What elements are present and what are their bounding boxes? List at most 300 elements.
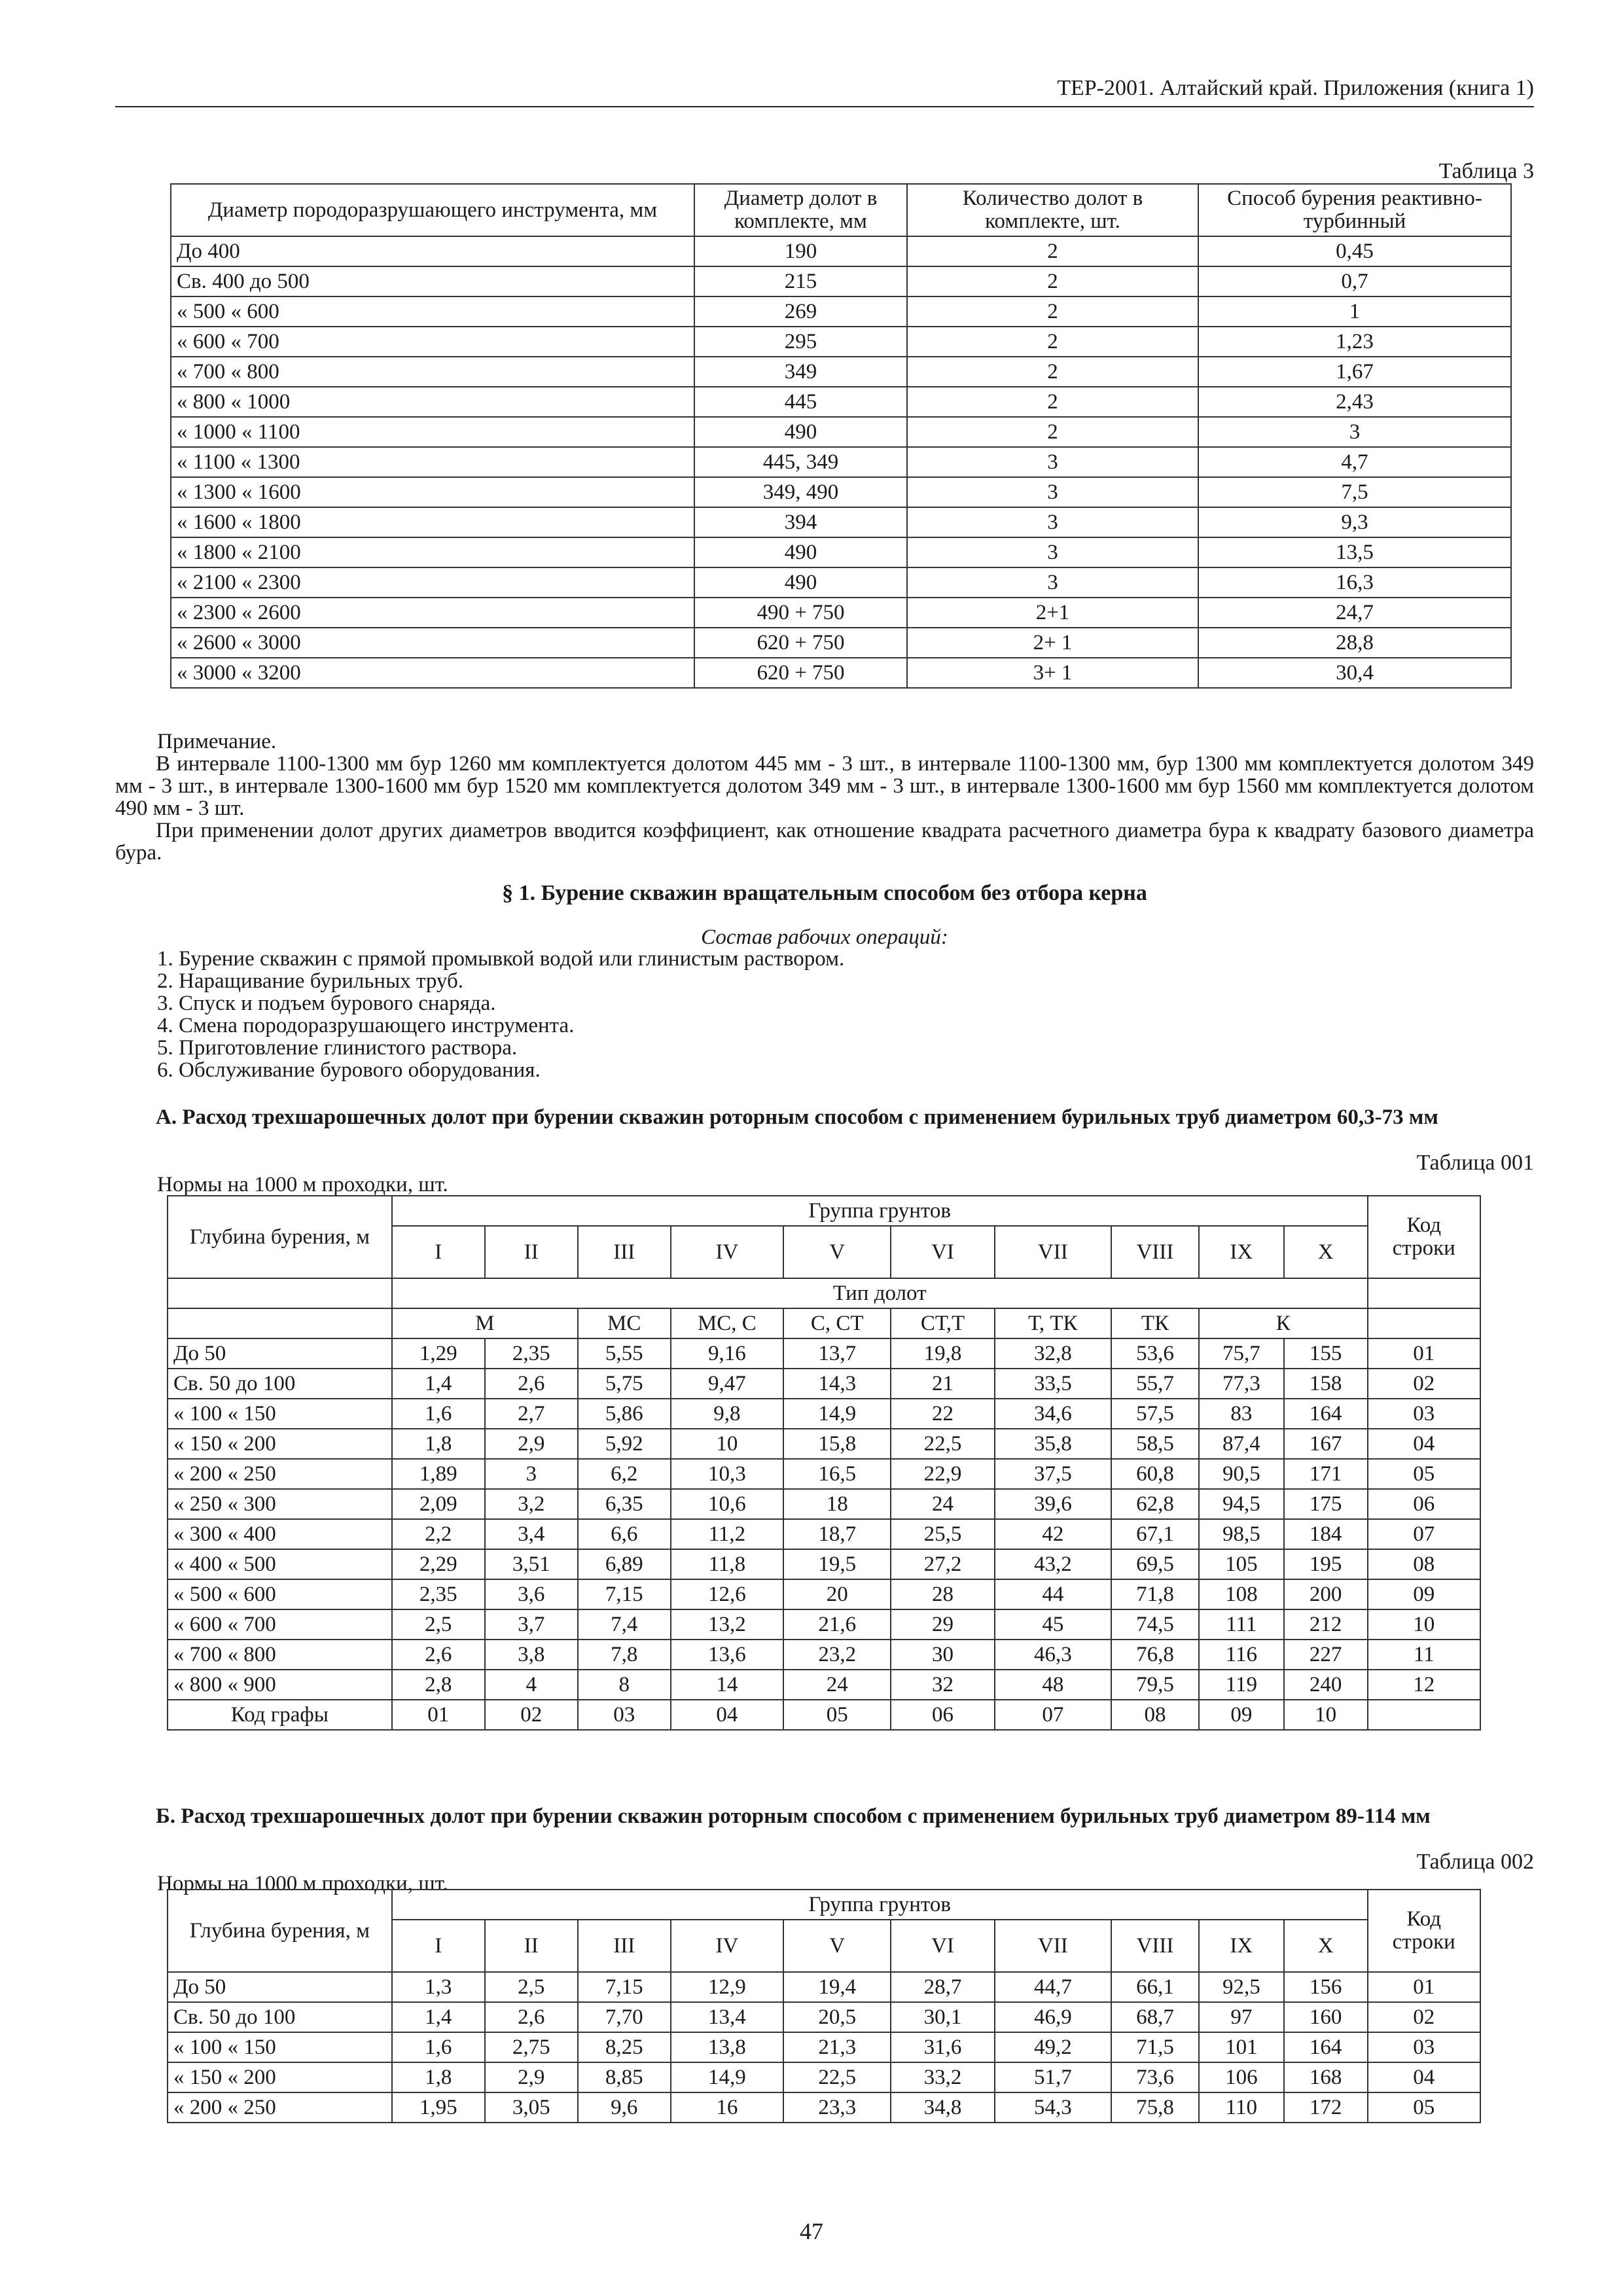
table-cell: 6,89 (578, 1549, 671, 1579)
table-cell: 13,8 (671, 2032, 783, 2062)
group-header-cell: X (1284, 1920, 1368, 1972)
table-cell: 11,8 (671, 1549, 783, 1579)
table-cell: 05 (1368, 2092, 1481, 2123)
table-cell: 1,8 (392, 2062, 485, 2092)
table-001 (167, 1195, 1481, 1731)
table-cell: « 1800 « 2100 (171, 537, 694, 567)
type-cell: МС (578, 1308, 671, 1338)
table-cell: 71,8 (1111, 1579, 1199, 1609)
table-cell: 3,51 (485, 1549, 578, 1579)
page-header (115, 73, 1534, 107)
table-cell: 01 (1368, 1972, 1481, 2002)
table-a-heading: А. Расход трехшарошечных долот при бурении скважин роторным способом с применением бурильных труб диаметром 60,3-73 мм (156, 1105, 1438, 1129)
table-row (171, 327, 1511, 357)
table-cell: « 200 « 250 (168, 1459, 392, 1489)
table-row (171, 537, 1511, 567)
table-cell: 3 (907, 477, 1198, 507)
table-row (171, 658, 1511, 688)
table-cell: 48 (995, 1670, 1111, 1700)
table-cell: 45 (995, 1609, 1111, 1640)
table-cell: « 150 « 200 (168, 1429, 392, 1459)
table-cell: 111 (1199, 1609, 1284, 1640)
table-cell: 190 (694, 236, 907, 266)
column-code-cell: 03 (578, 1700, 671, 1730)
table-cell: 75,7 (1199, 1338, 1284, 1369)
table-row (168, 1972, 1480, 2002)
table-cell: 22 (891, 1399, 994, 1429)
table-cell: 158 (1284, 1369, 1368, 1399)
table-cell: До 50 (168, 1338, 392, 1369)
table-row (168, 1609, 1480, 1640)
table-cell: 03 (1368, 1399, 1481, 1429)
table-cell: 12,9 (671, 1972, 783, 2002)
table-cell: 184 (1284, 1519, 1368, 1549)
table-cell: 8,85 (578, 2062, 671, 2092)
table-cell: 19,5 (783, 1549, 891, 1579)
table-cell: 44,7 (995, 1972, 1111, 2002)
table-cell: 2,35 (485, 1338, 578, 1369)
operation-item: 1. Бурение скважин с прямой промывкой водой или глинистым раствором. (157, 947, 845, 971)
table-cell: 0,7 (1198, 266, 1511, 296)
table-row (171, 507, 1511, 537)
table-cell: « 700 « 800 (171, 357, 694, 387)
table-cell: 1,3 (392, 1972, 485, 2002)
table-cell: 16 (671, 2092, 783, 2123)
table-row (168, 1459, 1480, 1489)
table-cell: 240 (1284, 1670, 1368, 1700)
table-cell: 68,7 (1111, 2002, 1199, 2032)
table-cell: 490 (694, 537, 907, 567)
type-cell: СТ,Т (891, 1308, 994, 1338)
table-row (171, 628, 1511, 658)
table-row (168, 1519, 1480, 1549)
table-cell: 7,70 (578, 2002, 671, 2032)
table-cell: « 250 « 300 (168, 1489, 392, 1519)
table-cell: « 1300 « 1600 (171, 477, 694, 507)
table-cell: 215 (694, 266, 907, 296)
table-cell: 62,8 (1111, 1489, 1199, 1519)
table-cell: 8 (578, 1670, 671, 1700)
table-cell: 2,5 (485, 1972, 578, 2002)
table-row (168, 1579, 1480, 1609)
table3-header-diameter: Диаметр породоразрушающего инструмента, мм (171, 184, 694, 236)
table-cell: 08 (1368, 1549, 1481, 1579)
column-code-cell: 04 (671, 1700, 783, 1730)
table-cell: 1,89 (392, 1459, 485, 1489)
column-code-cell: 09 (1199, 1700, 1284, 1730)
table-cell: 97 (1199, 2002, 1284, 2032)
table-cell: 7,15 (578, 1579, 671, 1609)
table-a-group-row (168, 1196, 1480, 1226)
table-cell: 1,4 (392, 1369, 485, 1399)
table-cell: 20,5 (783, 2002, 891, 2032)
table-cell: 02 (1368, 2002, 1481, 2032)
table-cell: 3 (907, 537, 1198, 567)
table-cell: 28 (891, 1579, 994, 1609)
table-cell: « 1100 « 1300 (171, 447, 694, 477)
table-cell: 32 (891, 1670, 994, 1700)
table-cell: 172 (1284, 2092, 1368, 2123)
table-cell: 5,55 (578, 1338, 671, 1369)
table-cell: « 700 « 800 (168, 1640, 392, 1670)
table-cell: « 1600 « 1800 (171, 507, 694, 537)
table-cell: 110 (1199, 2092, 1284, 2123)
table-cell: « 2300 « 2600 (171, 598, 694, 628)
table-cell: 2 (907, 266, 1198, 296)
group-header-cell: X (1284, 1226, 1368, 1278)
table-cell: 43,2 (995, 1549, 1111, 1579)
table-cell: До 50 (168, 1972, 392, 2002)
column-code-cell: 10 (1284, 1700, 1368, 1730)
table-cell: 42 (995, 1519, 1111, 1549)
table-cell: 33,2 (891, 2062, 994, 2092)
table-row (171, 598, 1511, 628)
table-cell: 11 (1368, 1640, 1481, 1670)
group-header-cell: VI (891, 1920, 994, 1972)
table-cell: « 100 « 150 (168, 1399, 392, 1429)
table-cell: 05 (1368, 1459, 1481, 1489)
table-cell: 349, 490 (694, 477, 907, 507)
table-cell: 620 + 750 (694, 628, 907, 658)
table-cell: 18,7 (783, 1519, 891, 1549)
table-cell: 24,7 (1198, 598, 1511, 628)
table-cell: 2,75 (485, 2032, 578, 2062)
page-number: 47 (800, 2218, 823, 2244)
table-a-group-header: Группа грунтов (392, 1196, 1368, 1226)
table-cell: 9,6 (578, 2092, 671, 2123)
table-cell: 46,9 (995, 2002, 1111, 2032)
table-b-depth-header: Глубина бурения, м (168, 1890, 392, 1972)
table-cell: 2,29 (392, 1549, 485, 1579)
table-row (168, 1429, 1480, 1459)
table-cell: 13,7 (783, 1338, 891, 1369)
table-a-caption: Таблица 001 (1416, 1151, 1534, 1175)
table-cell: 01 (1368, 1338, 1481, 1369)
group-header-cell: IV (671, 1226, 783, 1278)
table-cell: « 500 « 600 (171, 296, 694, 327)
table-cell: 13,2 (671, 1609, 783, 1640)
table-cell: 83 (1199, 1399, 1284, 1429)
table-cell: 66,1 (1111, 1972, 1199, 2002)
table-cell: 74,5 (1111, 1609, 1199, 1640)
table-cell: 2 (907, 417, 1198, 447)
table-cell: 227 (1284, 1640, 1368, 1670)
table-cell: 7,15 (578, 1972, 671, 2002)
table-cell: 54,3 (995, 2092, 1111, 2123)
table-cell: 2,2 (392, 1519, 485, 1549)
table-cell: 14,9 (671, 2062, 783, 2092)
table-cell: 171 (1284, 1459, 1368, 1489)
table-cell: 13,4 (671, 2002, 783, 2032)
table-cell: 3 (907, 447, 1198, 477)
table-cell: 1,8 (392, 1429, 485, 1459)
operation-item: 6. Обслуживание бурового оборудования. (157, 1058, 541, 1082)
table-cell: 106 (1199, 2062, 1284, 2092)
table-cell: 23,2 (783, 1640, 891, 1670)
table-row (171, 266, 1511, 296)
operations-list (157, 948, 1466, 1081)
table-cell: 156 (1284, 1972, 1368, 2002)
table-cell: 10,6 (671, 1489, 783, 1519)
table-cell: 03 (1368, 2032, 1481, 2062)
table-cell: 14,3 (783, 1369, 891, 1399)
table-cell: « 200 « 250 (168, 2092, 392, 2123)
table-cell: 3,4 (485, 1519, 578, 1549)
type-cell: МС, С (671, 1308, 783, 1338)
table-cell: 3,2 (485, 1489, 578, 1519)
table-cell: До 400 (171, 236, 694, 266)
group-header-cell: IX (1199, 1226, 1284, 1278)
table-cell: 2,9 (485, 2062, 578, 2092)
table-cell: « 3000 « 3200 (171, 658, 694, 688)
table-cell: 27,2 (891, 1549, 994, 1579)
table-cell: 23,3 (783, 2092, 891, 2123)
table-cell: 69,5 (1111, 1549, 1199, 1579)
table-row (171, 567, 1511, 598)
table-b-group-row (168, 1890, 1480, 1920)
table-cell: 12,6 (671, 1579, 783, 1609)
note-paragraph-2: При применении долот других диаметров вводится коэффициент, как отношение квадрата расчетного диаметра бура к квадрату базового диаметра бура. (115, 819, 1534, 865)
table-cell: 9,47 (671, 1369, 783, 1399)
table-cell: 22,5 (891, 1429, 994, 1459)
table-cell: 13,6 (671, 1640, 783, 1670)
column-code-cell: 08 (1111, 1700, 1199, 1730)
table-cell: 2+ 1 (907, 628, 1198, 658)
type-cell: С, СТ (783, 1308, 891, 1338)
table-cell: 09 (1368, 1579, 1481, 1609)
table-cell: « 400 « 500 (168, 1549, 392, 1579)
table-cell: 28,8 (1198, 628, 1511, 658)
table3-header-bit-diameter: Диаметр долот в комплекте, мм (694, 184, 907, 236)
table-cell: 3 (1198, 417, 1511, 447)
table-row (171, 236, 1511, 266)
note-paragraph-1: В интервале 1100-1300 мм бур 1260 мм комплектуется долотом 445 мм - 3 шт., в интервале 1100-1300 мм, бур 1300 мм комплектуется долотом 349 мм - 3 шт., в интервале 1300-1600 мм бур 1520 мм комплектуется долотом 349 мм - 3 шт., в интервале 1300-1600 мм бур 1560 мм комплектуется долотом 490 мм - 3 шт. (115, 752, 1534, 820)
table-cell: 7,8 (578, 1640, 671, 1670)
table-cell: 620 + 750 (694, 658, 907, 688)
column-code-cell: 07 (995, 1700, 1111, 1730)
table-cell: 490 (694, 417, 907, 447)
table-cell: 3,05 (485, 2092, 578, 2123)
table-cell: 44 (995, 1579, 1111, 1609)
table-cell: « 150 « 200 (168, 2062, 392, 2092)
table-row (168, 1640, 1480, 1670)
table-cell: 8,25 (578, 2032, 671, 2062)
table-cell: 29 (891, 1609, 994, 1640)
table-cell: 2+1 (907, 598, 1198, 628)
operation-item: 4. Смена породоразрушающего инструмента. (157, 1014, 575, 1037)
table-cell: 16,5 (783, 1459, 891, 1489)
table-cell: 92,5 (1199, 1972, 1284, 2002)
table-cell: Св. 50 до 100 (168, 1369, 392, 1399)
table-cell: 200 (1284, 1579, 1368, 1609)
column-code-cell: 01 (392, 1700, 485, 1730)
table-cell: 168 (1284, 2062, 1368, 2092)
table-cell: 28,7 (891, 1972, 994, 2002)
table3-caption: Таблица 3 (1438, 159, 1534, 183)
table-cell: 10 (671, 1429, 783, 1459)
group-header-cell: IX (1199, 1920, 1284, 1972)
table-cell: 2,9 (485, 1429, 578, 1459)
table-cell: 2,5 (392, 1609, 485, 1640)
table-cell: Св. 50 до 100 (168, 2002, 392, 2032)
table-cell: 269 (694, 296, 907, 327)
table-row (171, 387, 1511, 417)
operations-title: Состав рабочих операций: (701, 925, 948, 949)
group-header-cell: VI (891, 1226, 994, 1278)
table-cell: 6,6 (578, 1519, 671, 1549)
group-header-cell: II (485, 1226, 578, 1278)
table-cell: « 800 « 900 (168, 1670, 392, 1700)
column-code-cell: 06 (891, 1700, 994, 1730)
table-cell: 37,5 (995, 1459, 1111, 1489)
table-cell: 3,7 (485, 1609, 578, 1640)
table-cell: « 300 « 400 (168, 1519, 392, 1549)
table-cell: 06 (1368, 1489, 1481, 1519)
table-cell: 164 (1284, 1399, 1368, 1429)
table-cell: 2 (907, 296, 1198, 327)
table-cell: 175 (1284, 1489, 1368, 1519)
table-cell: 105 (1199, 1549, 1284, 1579)
table-cell: 98,5 (1199, 1519, 1284, 1549)
table-cell: 3,6 (485, 1579, 578, 1609)
type-cell: К (1199, 1308, 1368, 1338)
table-cell: 116 (1199, 1640, 1284, 1670)
table-cell: 71,5 (1111, 2032, 1199, 2062)
table-cell: 46,3 (995, 1640, 1111, 1670)
table-002 (167, 1889, 1481, 2123)
table-cell: 2 (907, 236, 1198, 266)
table-cell: 94,5 (1199, 1489, 1284, 1519)
type-cell: ТК (1111, 1308, 1199, 1338)
table-cell: 25,5 (891, 1519, 994, 1549)
table-cell: 119 (1199, 1670, 1284, 1700)
table-cell: 04 (1368, 2062, 1481, 2092)
table-b-heading: Б. Расход трехшарошечных долот при бурении скважин роторным способом с применением бурильных труб диаметром 89-114 мм (156, 1804, 1431, 1828)
table-b-code-header: Код строки (1368, 1890, 1481, 1972)
table-cell: 3 (485, 1459, 578, 1489)
group-header-cell: VII (995, 1226, 1111, 1278)
table-cell: 1,95 (392, 2092, 485, 2123)
table3-header-bit-count: Количество долот в комплекте, шт. (907, 184, 1198, 236)
table-cell: 3+ 1 (907, 658, 1198, 688)
table-3 (170, 183, 1512, 689)
table-cell: 6,2 (578, 1459, 671, 1489)
table-a-type-header-row (168, 1278, 1480, 1308)
table-cell: 7,4 (578, 1609, 671, 1640)
operation-item: 3. Спуск и подъем бурового снаряда. (157, 992, 496, 1015)
table-cell: 57,5 (1111, 1399, 1199, 1429)
table-cell: 5,86 (578, 1399, 671, 1429)
table-cell: 3 (907, 507, 1198, 537)
table-cell: 0,45 (1198, 236, 1511, 266)
table-cell: « 500 « 600 (168, 1579, 392, 1609)
table-cell: 67,1 (1111, 1519, 1199, 1549)
table-cell: 1,6 (392, 2032, 485, 2062)
table-a-norms: Нормы на 1000 м проходки, шт. (157, 1173, 448, 1196)
table-cell: 60,8 (1111, 1459, 1199, 1489)
column-code-cell: 02 (485, 1700, 578, 1730)
table-cell: 160 (1284, 2002, 1368, 2032)
table-cell: 295 (694, 327, 907, 357)
table-cell: 15,8 (783, 1429, 891, 1459)
table-a-depth-header: Глубина бурения, м (168, 1196, 392, 1278)
table-cell: 07 (1368, 1519, 1481, 1549)
table-cell: « 2600 « 3000 (171, 628, 694, 658)
table-cell: 30,4 (1198, 658, 1511, 688)
type-cell: М (392, 1308, 578, 1338)
column-code-label: Код графы (168, 1700, 392, 1730)
note-title: Примечание. (157, 730, 277, 753)
table-cell: 2,8 (392, 1670, 485, 1700)
table-cell: 32,8 (995, 1338, 1111, 1369)
table-cell: 51,7 (995, 2062, 1111, 2092)
table-cell: 6,35 (578, 1489, 671, 1519)
table-cell: « 100 « 150 (168, 2032, 392, 2062)
table-row (168, 1338, 1480, 1369)
table-cell: 24 (891, 1489, 994, 1519)
table-cell: 1,29 (392, 1338, 485, 1369)
table-row (171, 447, 1511, 477)
table-cell: 2,43 (1198, 387, 1511, 417)
table-a-type-header: Тип долот (392, 1278, 1368, 1308)
table-cell: 21 (891, 1369, 994, 1399)
table-cell: 1 (1198, 296, 1511, 327)
table-cell: « 600 « 700 (171, 327, 694, 357)
table-cell: 11,2 (671, 1519, 783, 1549)
table-cell: 101 (1199, 2032, 1284, 2062)
table-cell: 195 (1284, 1549, 1368, 1579)
group-header-cell: V (783, 1920, 891, 1972)
table-cell: 76,8 (1111, 1640, 1199, 1670)
table-cell: 445, 349 (694, 447, 907, 477)
table-cell: 53,6 (1111, 1338, 1199, 1369)
operation-item: 5. Приготовление глинистого раствора. (157, 1036, 518, 1060)
group-header-cell: VIII (1111, 1226, 1199, 1278)
table-cell: 490 + 750 (694, 598, 907, 628)
table-row (171, 296, 1511, 327)
table-cell: 75,8 (1111, 2092, 1199, 2123)
table-cell: 2,6 (485, 2002, 578, 2032)
operation-item: 2. Наращивание бурильных труб. (157, 969, 463, 993)
table-cell: 35,8 (995, 1429, 1111, 1459)
table-cell: 13,5 (1198, 537, 1511, 567)
table-cell: 3 (907, 567, 1198, 598)
table-cell: 90,5 (1199, 1459, 1284, 1489)
table-cell: 167 (1284, 1429, 1368, 1459)
group-header-cell: IV (671, 1920, 783, 1972)
table-cell: 10 (1368, 1609, 1481, 1640)
table-row (168, 2032, 1480, 2062)
table-row (168, 2062, 1480, 2092)
table-cell: 2 (907, 387, 1198, 417)
table-cell: 19,8 (891, 1338, 994, 1369)
table-cell: 30,1 (891, 2002, 994, 2032)
group-header-cell: I (392, 1226, 485, 1278)
table-cell: 9,3 (1198, 507, 1511, 537)
table-row (168, 2002, 1480, 2032)
table-cell: 1,67 (1198, 357, 1511, 387)
table-cell: 33,5 (995, 1369, 1111, 1399)
table-cell: 108 (1199, 1579, 1284, 1609)
group-header-cell: III (578, 1920, 671, 1972)
table-a-types-row (168, 1308, 1480, 1338)
table-row (168, 1670, 1480, 1700)
table-row (168, 1369, 1480, 1399)
table-cell: 34,6 (995, 1399, 1111, 1429)
table-row (171, 357, 1511, 387)
table-cell: 2,6 (392, 1640, 485, 1670)
table-cell: 34,8 (891, 2092, 994, 2123)
